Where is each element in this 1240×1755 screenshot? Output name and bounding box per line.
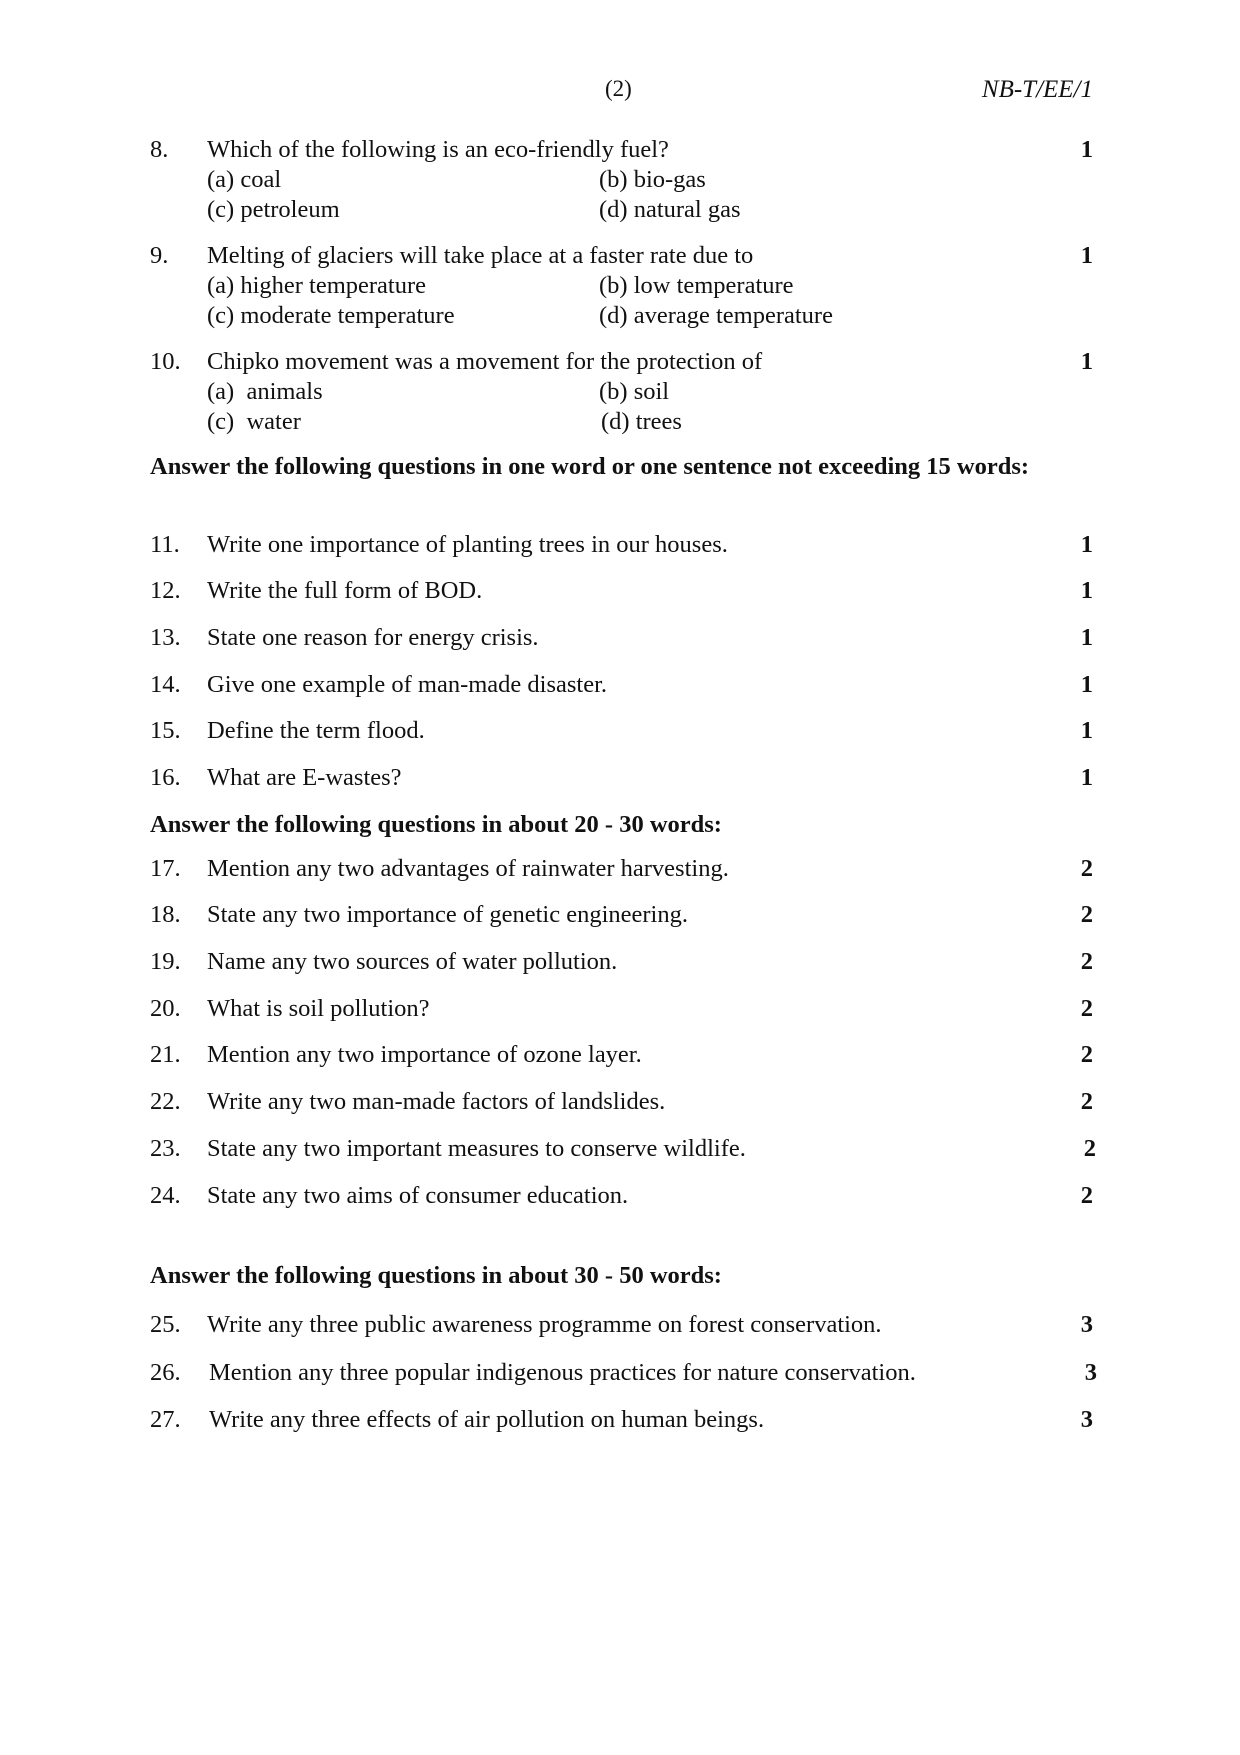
question-marks: 1 xyxy=(1080,577,1093,604)
question-text: State any two importance of genetic engineering. xyxy=(207,901,688,928)
question-marks: 2 xyxy=(1080,1041,1093,1068)
question-text: Name any two sources of water pollution. xyxy=(207,948,618,975)
question-marks: 1 xyxy=(1080,671,1093,698)
section-heading-one-word: Answer the following questions in one word or one sentence not exceeding 15 words: xyxy=(150,453,1030,480)
question-text: State any two aims of consumer education. xyxy=(207,1182,629,1209)
option-a: (a) animals xyxy=(207,378,323,405)
question-number: 16. xyxy=(150,764,181,791)
question-number: 23. xyxy=(150,1135,181,1162)
question-marks: 1 xyxy=(1080,242,1093,269)
question-text: Mention any two importance of ozone layer. xyxy=(207,1041,642,1068)
question-text: Mention any three popular indigenous practices for nature conservation. xyxy=(209,1359,916,1386)
section-heading-20-30-words: Answer the following questions in about 20 - 30 words: xyxy=(150,811,722,838)
question-number: 15. xyxy=(150,717,181,744)
question-marks: 1 xyxy=(1080,717,1093,744)
question-text: Give one example of man-made disaster. xyxy=(207,671,608,698)
question-number: 10. xyxy=(150,348,181,375)
question-marks: 1 xyxy=(1080,348,1093,375)
question-number: 12. xyxy=(150,577,181,604)
option-c: (c) water xyxy=(207,408,301,435)
question-number: 11. xyxy=(150,531,180,558)
question-marks: 1 xyxy=(1080,624,1093,651)
question-text: State any two important measures to conserve wildlife. xyxy=(207,1135,746,1162)
question-number: 25. xyxy=(150,1311,181,1338)
question-text: What is soil pollution? xyxy=(207,995,430,1022)
option-d: (d) average temperature xyxy=(599,302,833,329)
question-number: 20. xyxy=(150,995,181,1022)
option-a: (a) coal xyxy=(207,166,282,193)
question-marks: 2 xyxy=(1080,995,1093,1022)
option-d: (d) trees xyxy=(601,408,682,435)
option-b: (b) soil xyxy=(599,378,670,405)
question-text: Write any three effects of air pollution on human beings. xyxy=(209,1406,765,1433)
question-marks: 1 xyxy=(1080,764,1093,791)
question-number: 19. xyxy=(150,948,181,975)
question-number: 14. xyxy=(150,671,181,698)
option-b: (b) bio-gas xyxy=(599,166,706,193)
page-number: (2) xyxy=(605,76,632,101)
question-text: Melting of glaciers will take place at a faster rate due to xyxy=(207,242,754,269)
question-number: 21. xyxy=(150,1041,181,1068)
question-marks: 2 xyxy=(1080,901,1093,928)
question-number: 17. xyxy=(150,855,181,882)
question-marks: 2 xyxy=(1080,855,1093,882)
question-text: Write any two man-made factors of landslides. xyxy=(207,1088,666,1115)
question-marks: 3 xyxy=(1080,1311,1093,1338)
question-marks: 1 xyxy=(1080,136,1093,163)
question-text: Write any three public awareness programme on forest conservation. xyxy=(207,1311,882,1338)
question-marks: 3 xyxy=(1084,1359,1097,1386)
option-d: (d) natural gas xyxy=(599,196,741,223)
question-text: Which of the following is an eco-friendly fuel? xyxy=(207,136,669,163)
option-c: (c) moderate temperature xyxy=(207,302,455,329)
paper-code: NB-T/EE/1 xyxy=(981,76,1093,103)
question-marks: 3 xyxy=(1080,1406,1093,1433)
question-text: Mention any two advantages of rainwater harvesting. xyxy=(207,855,729,882)
question-number: 26. xyxy=(150,1359,181,1386)
option-a: (a) higher temperature xyxy=(207,272,427,299)
question-text: Chipko movement was a movement for the protection of xyxy=(207,348,763,375)
question-marks: 1 xyxy=(1080,531,1093,558)
question-marks: 2 xyxy=(1080,1088,1093,1115)
question-number: 27. xyxy=(150,1406,181,1433)
option-c: (c) petroleum xyxy=(207,196,340,223)
question-number: 24. xyxy=(150,1182,181,1209)
question-text: Write one importance of planting trees in our houses. xyxy=(207,531,728,558)
question-number: 9. xyxy=(150,242,169,269)
question-text: Write the full form of BOD. xyxy=(207,577,483,604)
question-number: 8. xyxy=(150,136,169,163)
question-marks: 2 xyxy=(1080,948,1093,975)
section-heading-30-50-words: Answer the following questions in about 30 - 50 words: xyxy=(150,1262,722,1289)
question-number: 22. xyxy=(150,1088,181,1115)
question-number: 13. xyxy=(150,624,181,651)
question-text: Define the term flood. xyxy=(207,717,425,744)
question-marks: 2 xyxy=(1080,1182,1093,1209)
question-marks: 2 xyxy=(1083,1135,1096,1162)
question-text: What are E-wastes? xyxy=(207,764,402,791)
question-number: 18. xyxy=(150,901,181,928)
question-text: State one reason for energy crisis. xyxy=(207,624,539,651)
option-b: (b) low temperature xyxy=(599,272,794,299)
